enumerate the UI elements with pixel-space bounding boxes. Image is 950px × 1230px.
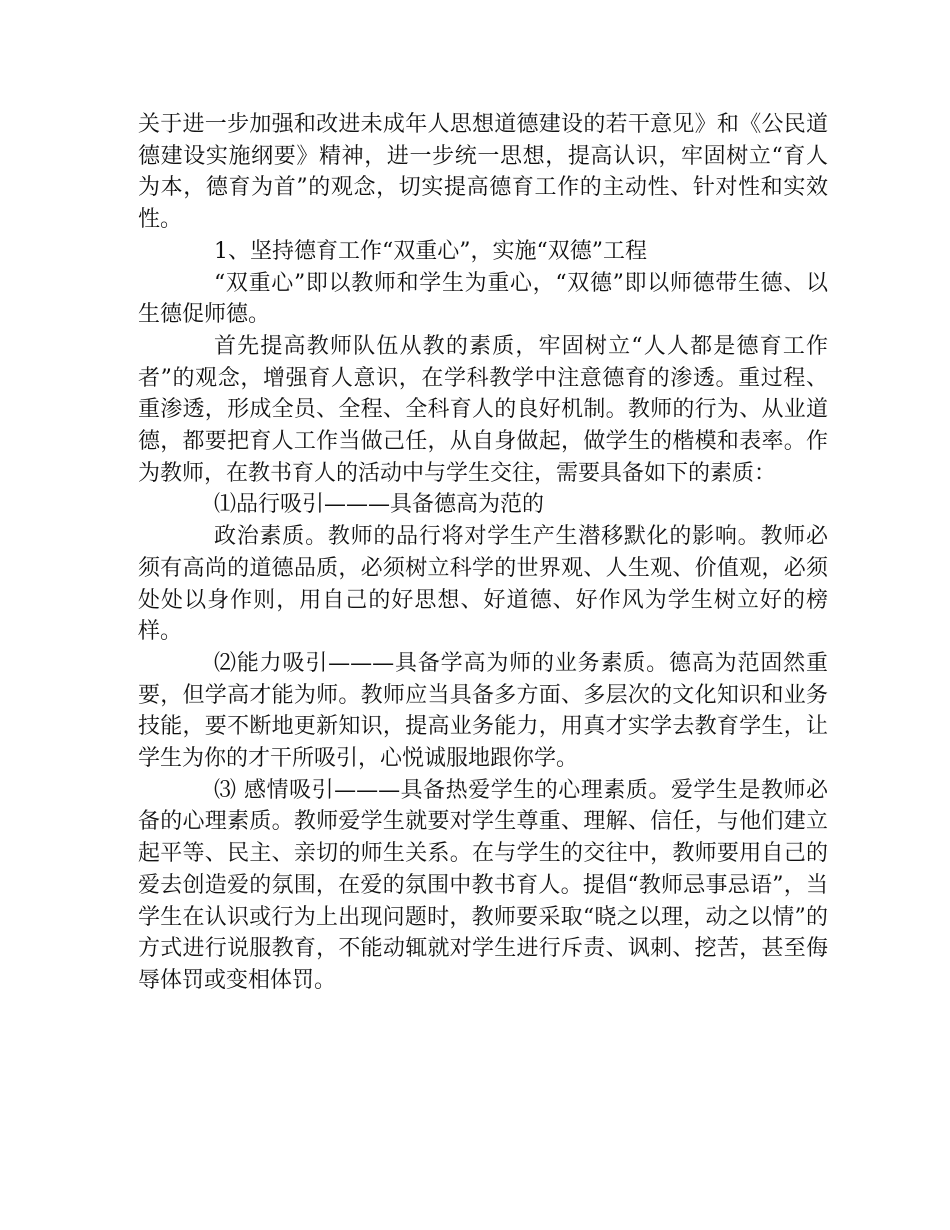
document-body (138, 109, 828, 997)
list-item-ability: ⑵能力吸引———具备学高为师的业务素质。德高为范固然重要，但学高才能为师。教师应当具备多方面、多层次的文化知识和业务技能，要不断地更新知识，提高业务能力，用真才实学去教育学生，让学生为你的才干所吸引，心悦诚服地跟你学。 (138, 650, 828, 772)
paragraph-political-quality: 政治素质。教师的品行将对学生产生潜移默化的影响。教师必须有高尚的道德品质，必须树立科学的世界观、人生观、价值观，必须处处以身作则，用自己的好思想、好道德、好作风为学生树立好的榜样。 (138, 524, 828, 645)
section-heading: 1、坚持德育工作“双重心”，实施“双德”工程 (214, 238, 647, 264)
paragraph-teacher-quality: 首先提高教师队伍从教的素质，牢固树立“人人都是德育工作者”的观念，增强育人意识，在学科教学中注意德育的渗透。重过程、重渗透，形成全员、全程、全科育人的良好机制。教师的行为、从业道德，都要把育人工作当做己任，从自身做起，做学生的楷模和表率。作为教师，在教书育人的活动中与学生交往，需要具备如下的素质： (138, 333, 828, 486)
list-item-emotion: ⑶ 感情吸引———具备热爱学生的心理素质。爱学生是教师必备的心理素质。教师爱学生就要对学生尊重、理解、信任，与他们建立起平等、民主、亲切的师生关系。在与学生的交往中，教师要用自己的爱去创造爱的氛围，在爱的氛围中教书育人。提倡“教师忌事忌语”，当学生在认识或行为上出现问题时，教师要采取“晓之以理，动之以情”的方式进行说服教育，不能动辄就对学生进行斥责、讽刺、挖苦，甚至侮辱体罚或变相体罚。 (138, 777, 828, 993)
paragraph-intro: 关于进一步加强和改进未成年人思想道德建设的若干意见》和《公民道德建设实施纲要》精神，进一步统一思想，提高认识，牢固树立“育人为本，德育为首”的观念，切实提高德育工作的主动性、针对性和实效性。 (138, 112, 828, 233)
paragraph-double-focus: “双重心”即以教师和学生为重心，“双德”即以师德带生德、以生德促师德。 (138, 270, 828, 328)
list-item-conduct-heading: ⑴品行吸引———具备德高为范的 (214, 492, 545, 518)
